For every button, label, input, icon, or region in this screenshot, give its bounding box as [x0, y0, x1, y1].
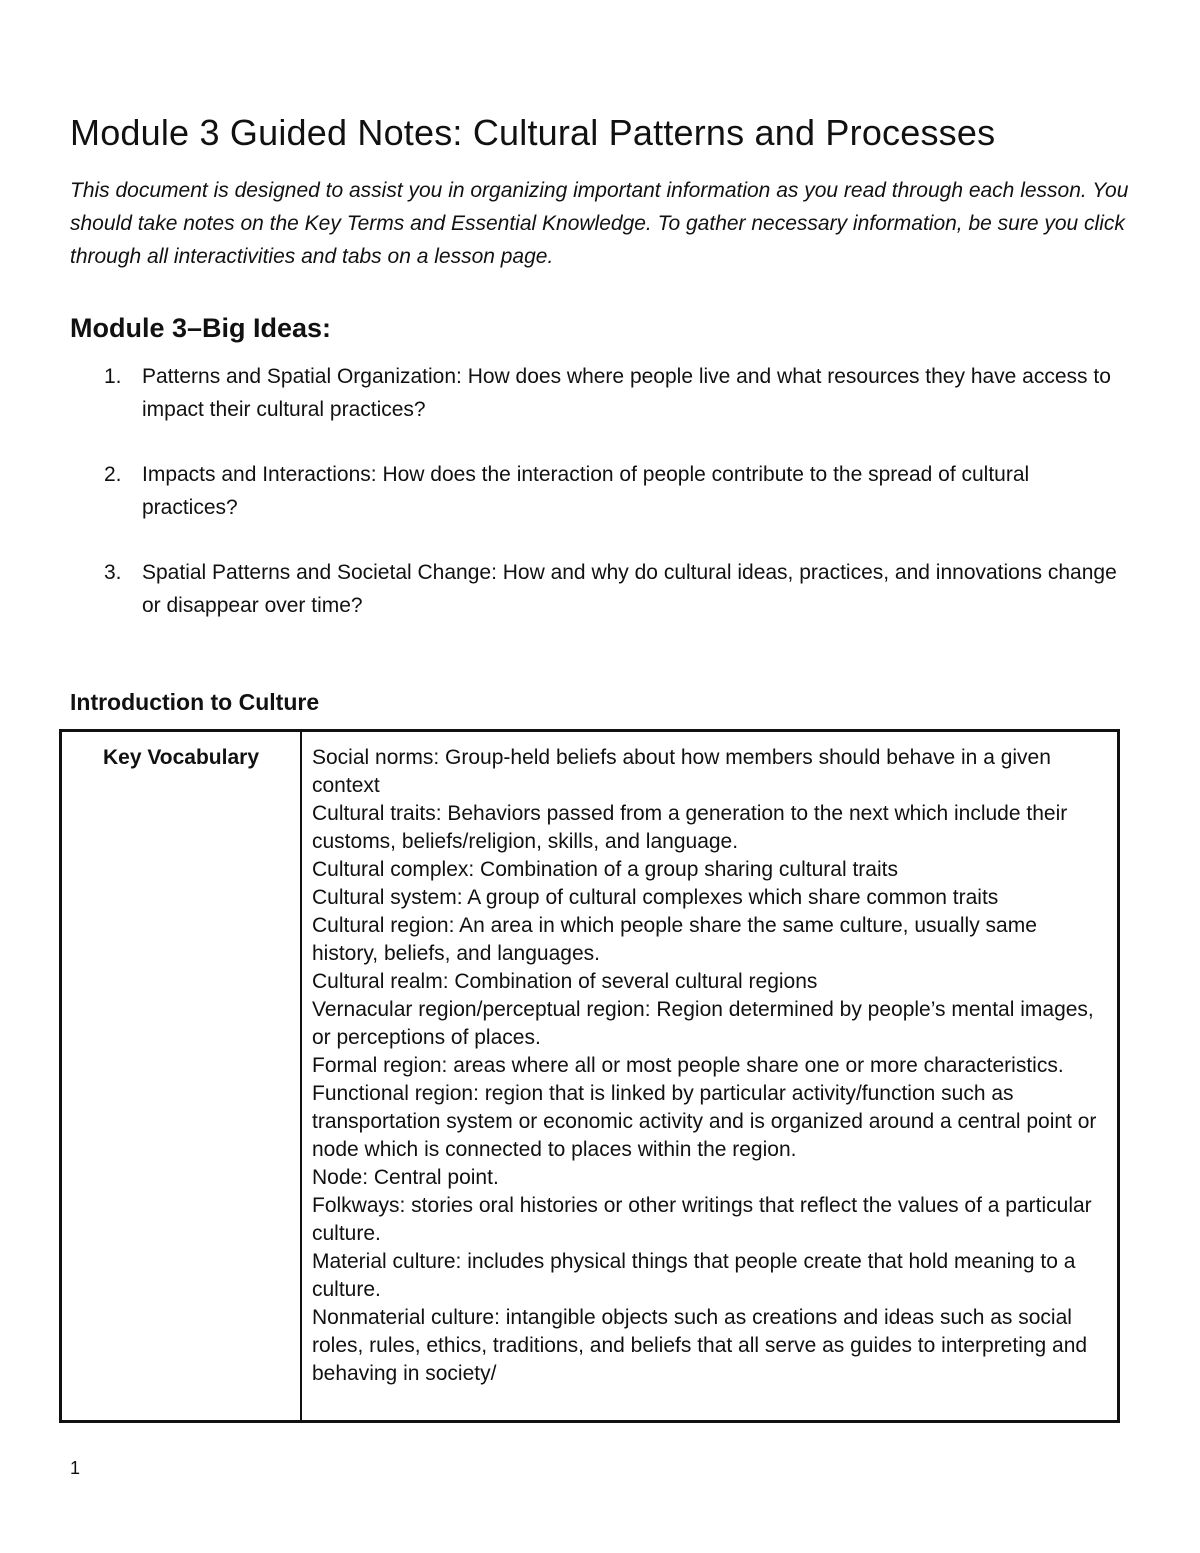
vocabulary-entry: Social norms: Group-held beliefs about how members should behave in a given context	[312, 746, 1051, 797]
big-idea-item	[70, 360, 1130, 426]
vocabulary-entry: Cultural system: A group of cultural complexes which share common traits	[312, 886, 999, 909]
vocabulary-entry: Cultural region: An area in which people share the same culture, usually same history, beliefs, and languages.	[312, 914, 1037, 965]
big-idea-item	[70, 458, 1130, 524]
big-idea-text: Spatial Patterns and Societal Change: How and why do cultural ideas, practices, and innovations change or disappear over time?	[142, 561, 1117, 617]
key-vocabulary-label: Key Vocabulary	[62, 732, 302, 1420]
vocabulary-entry: Cultural realm: Combination of several cultural regions	[312, 970, 818, 993]
big-idea-text: Patterns and Spatial Organization: How does where people live and what resources they have access to impact their cultural practices?	[142, 365, 1111, 421]
big-idea-text: Impacts and Interactions: How does the interaction of people contribute to the spread of cultural practices?	[142, 463, 1030, 519]
vocabulary-entry: Cultural traits: Behaviors passed from a generation to the next which include their customs, beliefs/religion, skills, and language.	[312, 802, 1068, 853]
big-idea-number: 2.	[104, 463, 122, 486]
big-idea-number: 1.	[104, 365, 122, 388]
intro-paragraph: This document is designed to assist you in organizing important information as you read through each lesson. You should take notes on the Key Terms and Essential Knowledge. To gather necessary information, be sure you click through all interactivities and tabs on a lesson page.	[70, 179, 1129, 268]
vocabulary-entry: Cultural complex: Combination of a group sharing cultural traits	[312, 858, 898, 881]
big-ideas-heading: Module 3–Big Ideas:	[70, 313, 332, 343]
vocabulary-entry: Functional region: region that is linked by particular activity/function such as transportation system or economic activity and is organized around a central point or node which is connected to places within the region.	[312, 1082, 1097, 1161]
key-vocabulary-table	[59, 729, 1120, 1423]
vocabulary-entry: Folkways: stories oral histories or other writings that reflect the values of a particular culture.	[312, 1194, 1092, 1245]
big-ideas-list	[70, 360, 1130, 654]
vocabulary-entry: Nonmaterial culture: intangible objects such as creations and ideas such as social roles, rules, ethics, traditions, and beliefs that all serve as guides to interpreting and behaving in society/	[312, 1306, 1088, 1385]
section-heading: Introduction to Culture	[70, 689, 320, 715]
vocabulary-entries	[302, 732, 1117, 1420]
vocabulary-entry: Vernacular region/perceptual region: Region determined by people’s mental images, or perceptions of places.	[312, 998, 1094, 1049]
page-title: Module 3 Guided Notes: Cultural Patterns and Processes	[70, 112, 996, 153]
big-idea-number: 3.	[104, 561, 122, 584]
page-number: 1	[70, 1458, 81, 1478]
vocabulary-entry: Formal region: areas where all or most people share one or more characteristics.	[312, 1054, 1064, 1077]
vocabulary-entry: Node: Central point.	[312, 1166, 499, 1189]
big-idea-item	[70, 556, 1130, 622]
vocabulary-entry: Material culture: includes physical things that people create that hold meaning to a culture.	[312, 1250, 1076, 1301]
